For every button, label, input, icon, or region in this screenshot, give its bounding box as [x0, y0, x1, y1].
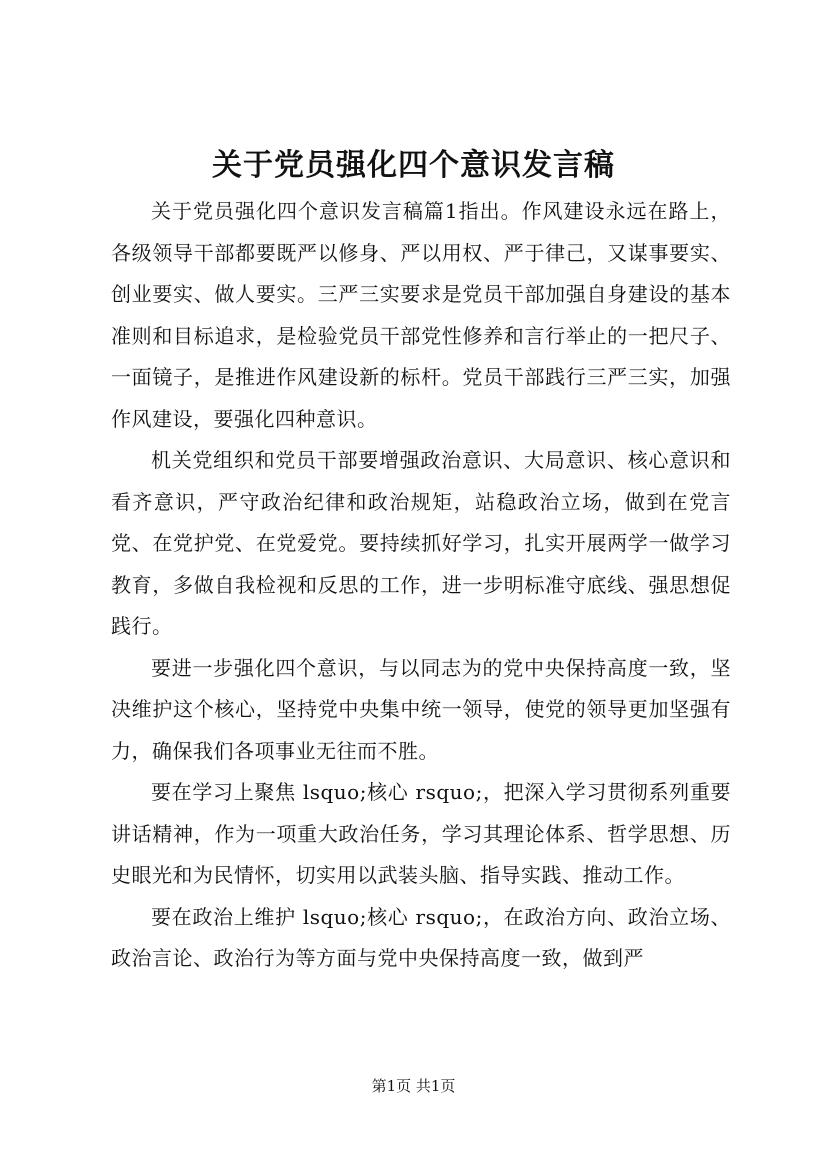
document-body: [111, 191, 731, 980]
paragraph-3: 要进一步强化四个意识，与以同志为的党中央保持高度一致，坚决维护这个核心，坚持党中央集中统一领导，使党的领导更加坚强有力，确保我们各项事业无往而不胜。: [111, 655, 731, 763]
paragraph-4: 要在学习上聚焦 lsquo;核心 rsquo;，把深入学习贯彻系列重要讲话精神，作为一项重大政治任务，学习其理论体系、哲学思想、历史眼光和为民情怀，切实用以武装头脑、指导实践、推动工作。: [111, 780, 731, 887]
document-title: 关于党员强化四个意识发言稿: [212, 148, 615, 183]
page-number-footer: 第1页 共1页: [371, 1077, 456, 1095]
paragraph-1: 关于党员强化四个意识发言稿篇1指出。作风建设永远在路上，各级领导干部都要既严以修身、严以用权、严于律己，又谋事要实、创业要实、做人要实。三严三实要求是党员干部加强自身建设的基本准则和目标追求，是检验党员干部党性修养和言行举止的一把尺子、一面镜子，是推进作风建设新的标杆。党员干部践行三严三实，加强作风建设，要强化四种意识。: [111, 199, 731, 431]
paragraph-2: 机关党组织和党员干部要增强政治意识、大局意识、核心意识和看齐意识，严守政治纪律和政治规矩，站稳政治立场，做到在党言党、在党护党、在党爱党。要持续抓好学习，扎实开展两学一做学习教育，多做自我检视和反思的工作，进一步明标准守底线、强思想促践行。: [111, 448, 731, 638]
paragraph-5: 要在政治上维护 lsquo;核心 rsquo;，在政治方向、政治立场、政治言论、政治行为等方面与党中央保持高度一致，做到严: [111, 904, 731, 970]
